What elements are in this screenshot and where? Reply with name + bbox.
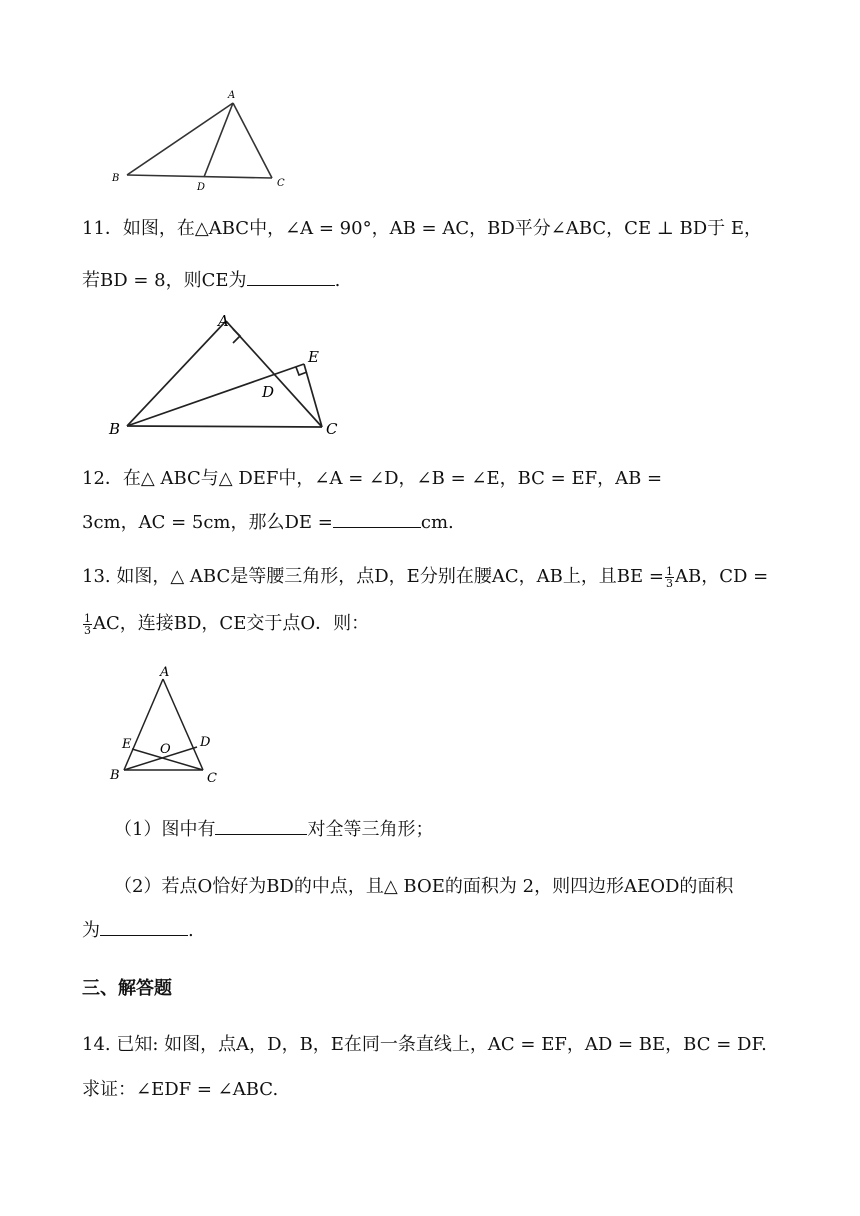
label-e: E xyxy=(308,348,319,366)
q13-text-pre: 13. 如图，△ ABC是等腰三角形，点D，E分别在腰AC，AB上，且BE = xyxy=(82,566,664,587)
label-c: C xyxy=(207,771,217,786)
triangle-abc-bisector-figure xyxy=(100,306,360,446)
label-a: A xyxy=(160,665,170,680)
answer-blank xyxy=(215,816,307,835)
label-b: B xyxy=(112,173,120,184)
q11-text-pre: 若BD = 8，则CE为 xyxy=(82,270,247,291)
q11-line1: 11．如图，在△ABC中，∠A = 90°，AB = AC，BD平分∠ABC，CE ⊥ BD于 E， xyxy=(82,218,762,239)
q14-line1: 14. 已知: 如图，点A，D，B，E在同一条直线上，AC = EF，AD = BE，BC = DF. xyxy=(82,1034,767,1055)
label-a: A xyxy=(218,312,229,330)
q13-line1 xyxy=(82,563,768,591)
label-d: D xyxy=(197,182,206,193)
answer-blank xyxy=(333,509,421,528)
label-d: D xyxy=(262,383,275,401)
q13-part2-post: . xyxy=(188,920,194,941)
q11-line2 xyxy=(82,267,340,295)
q11-text-post: . xyxy=(334,270,341,291)
triangle-abd-figure xyxy=(100,84,310,194)
label-c: C xyxy=(326,420,338,438)
q12-line1: 12．在△ ABC与△ DEF中，∠A = ∠D，∠B = ∠E，BC = EF，AB = xyxy=(82,468,663,489)
q12-line2 xyxy=(82,509,454,537)
q13-part2-pre: 为 xyxy=(82,920,100,941)
isosceles-triangle-figure xyxy=(100,660,240,790)
q13-line2 xyxy=(82,610,369,638)
label-c: C xyxy=(277,178,285,189)
q13-part2-line1: （2）若点O恰好为BD的中点，且△ BOE的面积为 2，则四边形AEOD的面积 xyxy=(114,876,734,897)
label-b: B xyxy=(109,420,121,438)
answer-blank xyxy=(100,917,188,936)
q13-part1-post: 对全等三角形； xyxy=(307,819,434,840)
label-d: D xyxy=(200,735,211,750)
fraction-one-third: $\frac{1}{3}$ xyxy=(84,611,91,637)
q13-part2-line2 xyxy=(82,917,194,945)
q12-text-pre: 3cm，AC = 5cm，那么DE = xyxy=(82,512,333,533)
label-e: E xyxy=(122,737,132,752)
section-heading: 三、解答题 xyxy=(82,978,172,999)
label-b: B xyxy=(110,768,120,783)
answer-blank xyxy=(247,267,335,286)
label-a: A xyxy=(228,90,236,101)
q12-text-post: cm. xyxy=(420,512,454,533)
label-o: O xyxy=(160,742,171,757)
q13-text-mid: AB，CD = xyxy=(674,566,769,587)
q14-line2: 求证：∠EDF = ∠ABC. xyxy=(82,1079,279,1100)
fraction-one-third: $\frac{1}{3}$ xyxy=(665,564,673,590)
q13-text-post: AC，连接BD，CE交于点O．则： xyxy=(93,613,370,634)
q13-part1-pre: （1）图中有 xyxy=(114,819,216,840)
q13-part1 xyxy=(114,816,433,844)
